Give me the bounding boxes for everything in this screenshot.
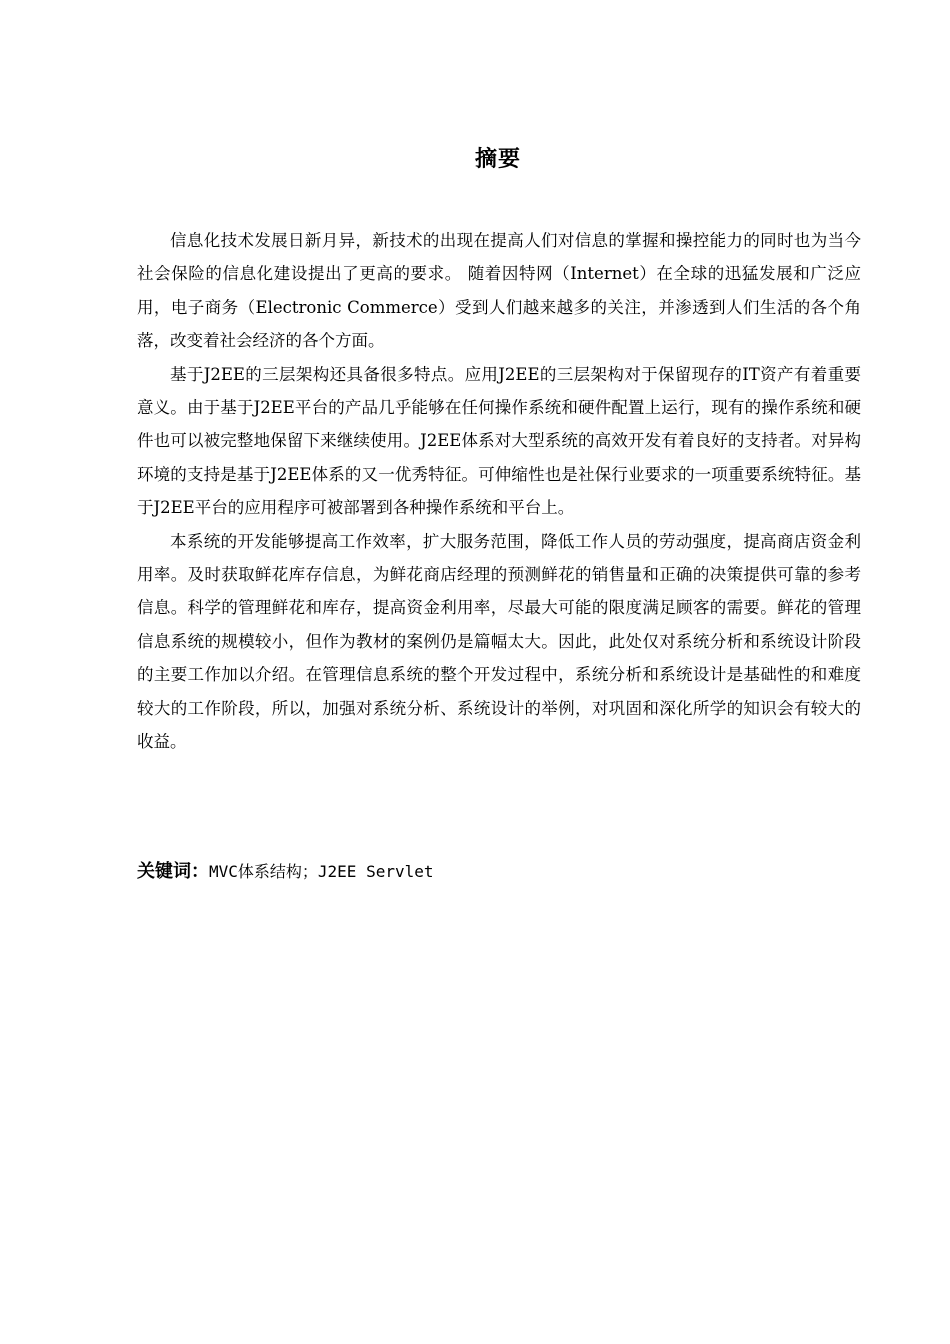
keywords-line xyxy=(137,857,861,887)
keywords-label: 关键词： xyxy=(137,861,209,882)
abstract-body xyxy=(137,224,861,759)
page-title: 摘要 xyxy=(474,146,521,172)
abstract-paragraph-3: 本系统的开发能够提高工作效率，扩大服务范围，降低工作人员的劳动强度，提高商店资金利用率。及时获取鲜花库存信息，为鲜花商店经理的预测鲜花的销售量和正确的决策提供可靠的参考信息。科学的管理鲜花和库存，提高资金利用率，尽最大可能的限度满足顾客的需要。鲜花的管理信息系统的规模较小，但作为教材的案例仍是篇幅太大。因此，此处仅对系统分析和系统设计阶段的主要工作加以介绍。在管理信息系统的整个开发过程中，系统分析和系统设计是基础性的和难度较大的工作阶段，所以，加强对系统分析、系统设计的举例，对巩固和深化所学的知识会有较大的收益。 xyxy=(137,531,861,752)
abstract-paragraph-2: 基于J2EE的三层架构还具备很多特点。应用J2EE的三层架构对于保留现存的IT资产有着重要意义。由于基于J2EE平台的产品几乎能够在任何操作系统和硬件配置上运行，现有的操作系统和硬件也可以被完整地保留下来继续使用。J2EE体系对大型系统的高效开发有着良好的支持者。对异构环境的支持是基于J2EE体系的又一优秀特征。可伸缩性也是社保行业要求的一项重要系统特征。基于J2EE平台的应用程序可被部署到各种操作系统和平台上。 xyxy=(137,364,861,518)
keywords-text: MVC体系结构；J2EE Servlet xyxy=(209,862,434,881)
abstract-paragraph-1: 信息化技术发展日新月异，新技术的出现在提高人们对信息的掌握和操控能力的同时也为当今社会保险的信息化建设提出了更高的要求。 随着因特网（Internet）在全球的迅猛发展和广泛应用，电子商务（Electronic Commerce）受到人们越来越多的关注，并渗透到人们生活的各个角落，改变着社会经济的各个方面。 xyxy=(137,231,861,351)
